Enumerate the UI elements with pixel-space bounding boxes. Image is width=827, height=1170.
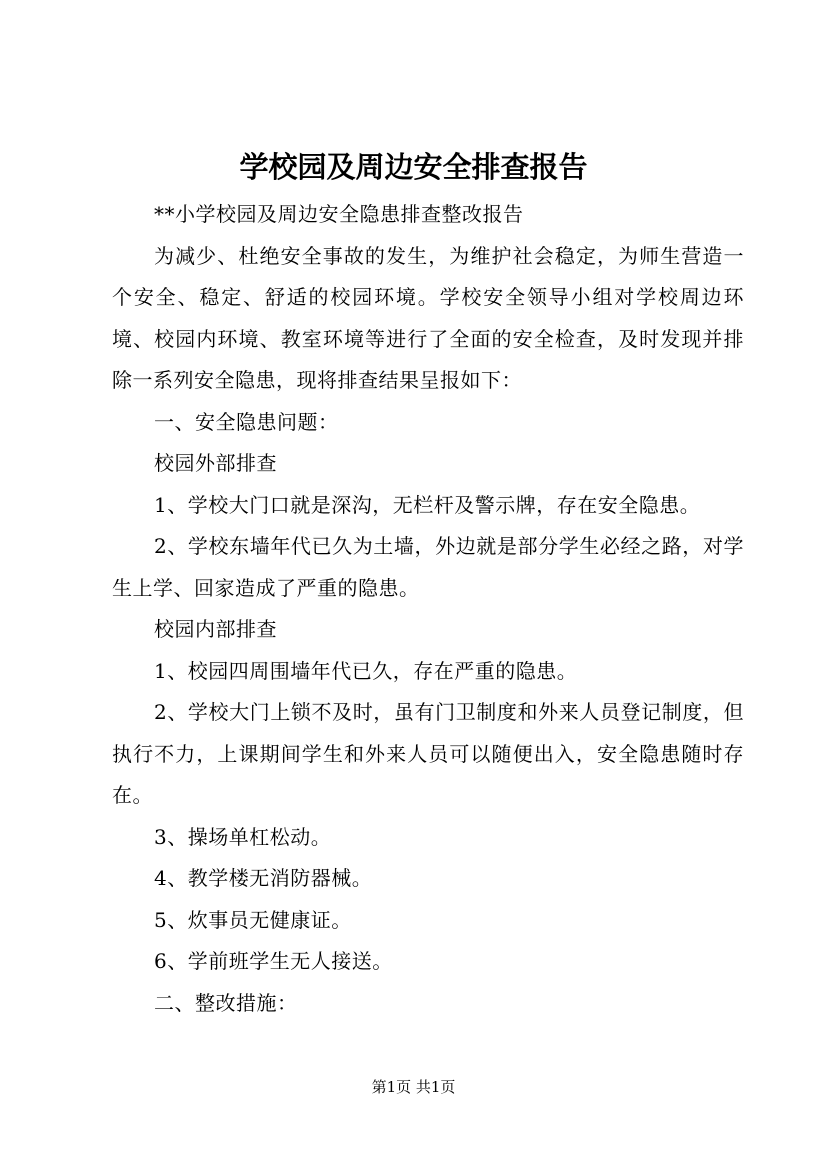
- document-body: [112, 194, 744, 1024]
- section-heading-hazards: 一、安全隐患问题：: [154, 409, 339, 434]
- internal-item-5: 5、炊事员无健康证。: [154, 907, 352, 932]
- section-heading-measures: 二、整改措施：: [154, 990, 298, 1015]
- page-footer: 第1页 共1页: [371, 1078, 456, 1096]
- internal-item-4: 4、教学楼无消防器械。: [154, 866, 373, 890]
- document-title: 学校园及周边安全排查报告: [239, 150, 588, 184]
- external-item-1: 1、学校大门口就是深沟，无栏杆及警示牌，存在安全隐患。: [154, 492, 701, 517]
- report-subtitle: **小学校园及周边安全隐患排查整改报告: [154, 202, 524, 226]
- internal-item-3: 3、操场单杠松动。: [154, 824, 332, 849]
- external-item-2: 2、学校东墙年代已久为土墙，外边就是部分学生必经之路，对学生上学、回家造成了严重的隐患。: [112, 534, 744, 600]
- internal-item-1: 1、校园四周围墙年代已久，存在严重的隐患。: [154, 658, 578, 683]
- internal-item-6: 6、学前班学生无人接送。: [154, 949, 393, 973]
- subheading-external: 校园外部排查: [154, 451, 277, 475]
- intro-paragraph: 为减少、杜绝安全事故的发生，为维护社会稳定，为师生营造一个安全、稳定、舒适的校园环境。学校安全领导小组对学校周边环境、校园内环境、教室环境等进行了全面的安全检查，及时发现并排除一系列安全隐患，现将排查结果呈报如下：: [112, 243, 744, 392]
- internal-item-2: 2、学校大门上锁不及时，虽有门卫制度和外来人员登记制度，但执行不力，上课期间学生和外来人员可以随便出入，安全隐患随时存在。: [112, 700, 744, 807]
- subheading-internal: 校园内部排查: [154, 617, 277, 641]
